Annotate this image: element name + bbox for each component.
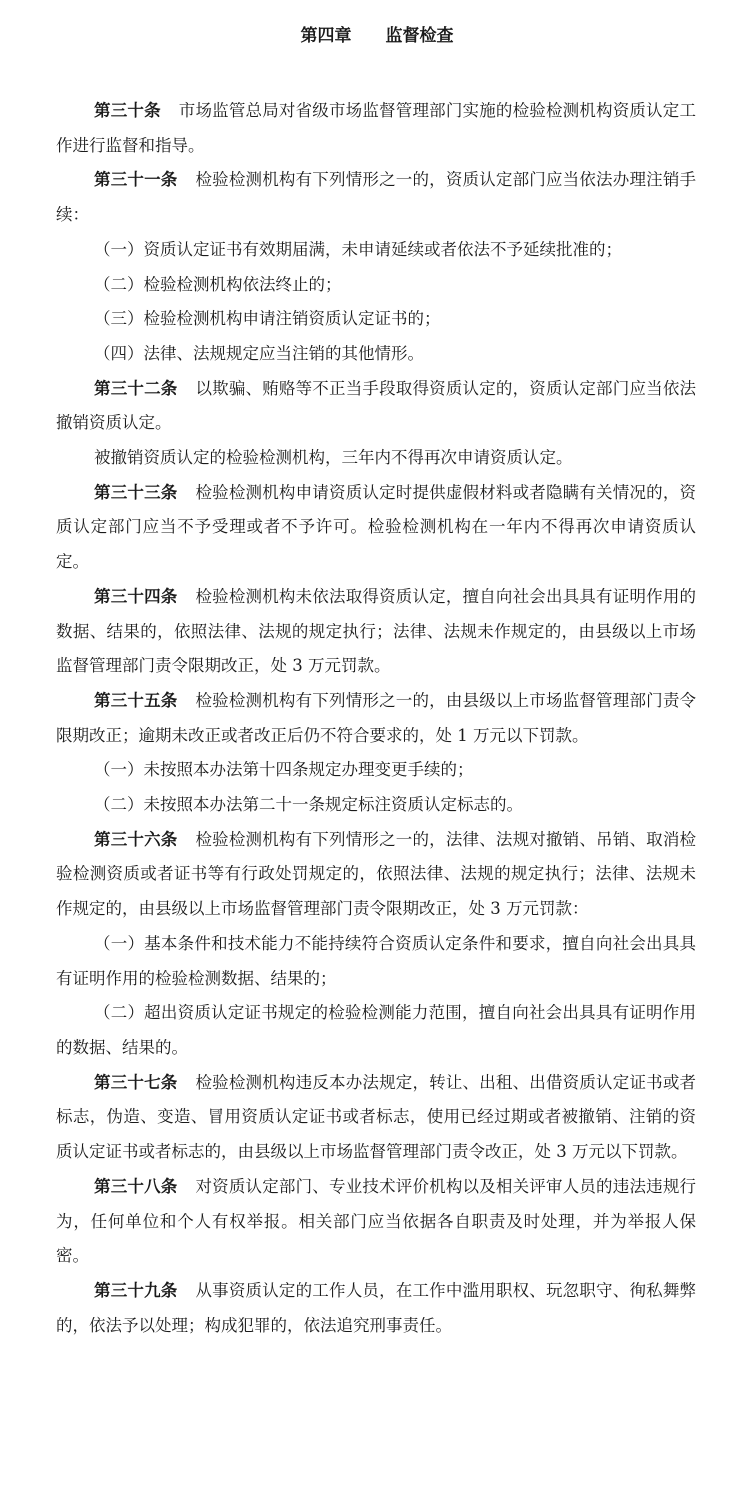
article-32	[56, 372, 696, 441]
article-number: 第三十四条	[94, 586, 178, 606]
article-35-item-1: （一）未按照本办法第十四条规定办理变更手续的；	[94, 760, 474, 780]
article-text: 以欺骗、贿赂等不正当手段取得资质认定的，资质认定部门应当依法撤销资质认定。	[56, 378, 697, 433]
article-31-item-2: （二）检验检测机构依法终止的；	[94, 274, 342, 294]
article-number: 第三十一条	[94, 170, 178, 190]
article-number: 第三十三条	[94, 482, 178, 502]
article-30	[56, 94, 696, 163]
article-32-continuation: 被撤销资质认定的检验检测机构，三年内不得再次申请资质认定。	[94, 448, 573, 468]
article-33	[56, 476, 696, 580]
article-31-item-3: （三）检验检测机构申请注销资质认定证书的；	[94, 309, 441, 329]
article-34	[56, 580, 696, 684]
article-text: 市场监管总局对省级市场监督管理部门实施的检验检测机构资质认定工作进行监督和指导。	[56, 101, 697, 155]
article-35	[56, 684, 696, 753]
article-35-item-2: （二）未按照本办法第二十一条规定标注资质认定标志的。	[94, 795, 523, 815]
article-text: 检验检测机构未依法取得资质认定，擅自向社会出具具有证明作用的数据、结果的，依照法律、法规的规定执行；法律、法规未作规定的，由县级以上市场监督管理部门责令限期改正，处 3 万元罚款。	[56, 586, 697, 676]
article-number: 第三十八条	[94, 1176, 178, 1196]
article-31	[56, 163, 696, 232]
article-text: 检验检测机构有下列情形之一的，资质认定部门应当依法办理注销手续：	[56, 170, 697, 225]
article-39	[56, 1274, 696, 1343]
article-number: 第三十二条	[94, 378, 178, 398]
article-37	[56, 1066, 696, 1170]
article-text: 检验检测机构违反本办法规定，转让、出租、出借资质认定证书或者标志，伪造、变造、冒用资质认定证书或者标志，使用已经过期或者被撤销、注销的资质认定证书或者标志的，由县级以上市场监督管理部门责令改正，处 3 万元以下罚款。	[56, 1072, 697, 1162]
article-text: 从事资质认定的工作人员，在工作中滥用职权、玩忽职守、徇私舞弊的，依法予以处理；构成犯罪的，依法追究刑事责任。	[56, 1280, 697, 1335]
article-text: 检验检测机构有下列情形之一的，由县级以上市场监督管理部门责令限期改正；逾期未改正或者改正后仍不符合要求的，处 1 万元以下罚款。	[56, 690, 697, 745]
article-36-item-2: （二）超出资质认定证书规定的检验检测能力范围，擅自向社会出具具有证明作用的数据、结果的。	[56, 1003, 696, 1057]
article-number: 第三十九条	[94, 1280, 178, 1300]
article-36-item-1: （一）基本条件和技术能力不能持续符合资质认定条件和要求，擅自向社会出具具有证明作用的检验检测数据、结果的；	[56, 933, 696, 988]
article-number: 第三十五条	[94, 690, 178, 710]
article-31-item-4: （四）法律、法规规定应当注销的其他情形。	[94, 343, 424, 363]
article-38	[56, 1170, 696, 1274]
document-body	[56, 94, 696, 1343]
chapter-title: 第四章 监督检查	[300, 26, 454, 46]
article-36	[56, 823, 696, 927]
article-text: 检验检测机构申请资质认定时提供虚假材料或者隐瞒有关情况的，资质认定部门应当不予受理或者不予许可。检验检测机构在一年内不得再次申请资质认定。	[56, 482, 697, 572]
article-number: 第三十六条	[94, 829, 178, 849]
article-text: 检验检测机构有下列情形之一的，法律、法规对撤销、吊销、取消检验检测资质或者证书等有行政处罚规定的，依照法律、法规的规定执行；法律、法规未作规定的，由县级以上市场监督管理部门责令限期改正，处 3 万元罚款：	[56, 829, 697, 919]
article-number: 第三十条	[94, 101, 161, 120]
article-31-item-1: （一）资质认定证书有效期届满，未申请延续或者依法不予延续批准的；	[94, 239, 622, 259]
article-text: 对资质认定部门、专业技术评价机构以及相关评审人员的违法违规行为，任何单位和个人有权举报。相关部门应当依据各自职责及时处理，并为举报人保密。	[56, 1176, 697, 1266]
article-number: 第三十七条	[94, 1072, 178, 1092]
